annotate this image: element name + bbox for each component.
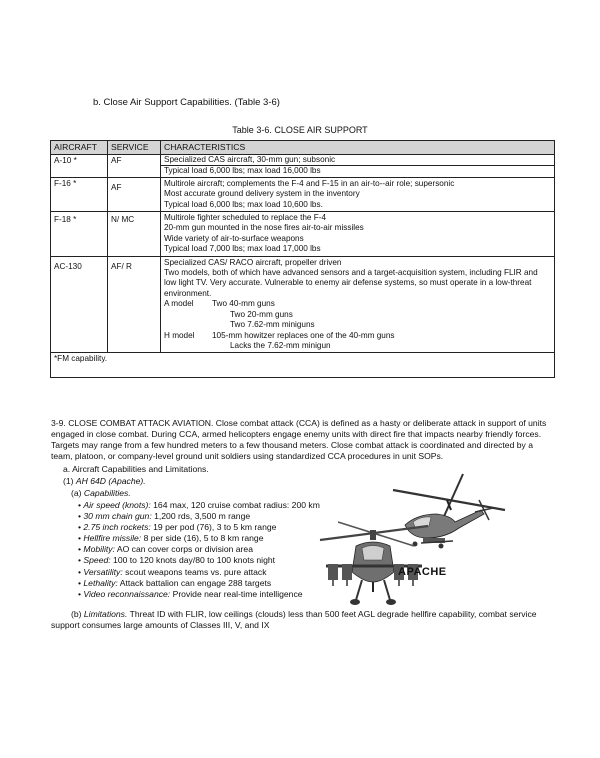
h-model-label: H model [164,330,195,340]
subheading-number: (a) [71,488,84,498]
subheading-title: Capabilities. [83,488,131,498]
bullet: • [78,522,82,533]
item-label: Mobility: [83,544,115,555]
list-item [78,589,320,600]
item-text: Provide near real-time intelligence [170,588,303,599]
bullet: • [78,555,82,566]
subheading-number: (b) [71,609,84,619]
characteristic-line: Specialized CAS aircraft, 30-mm gun; subsonic [164,155,336,164]
service-cell: N/ MC [108,212,161,257]
subheading-number: (1) [63,476,76,486]
bullet: • [78,533,82,544]
item-text: 19 per pod (76), 3 to 5 km range [150,522,277,533]
characteristics-cell [161,155,555,178]
table-title: Table 3-6. CLOSE AIR SUPPORT [232,125,368,135]
a-model-gun: Two 40-mm guns [212,299,275,309]
characteristic-line: Multirole aircraft; complements the F-4 and F-15 in an air-to--air role; supersonic [164,178,455,188]
aircraft-cell: AC-130 [51,256,108,353]
characteristic-line: Multirole fighter scheduled to replace the F-4 [164,213,327,223]
item-label: Air speed (knots): [83,500,151,510]
bullet: • [78,588,82,599]
characteristic-line: Typical load 7,000 lbs; max load 17,000 lbs [164,244,321,254]
item-label: Lethality: [83,577,118,588]
subheading-title: Limitations. [83,609,128,619]
a-model-line [164,299,551,309]
characteristic-line: Two models, both of which have advanced sensors and a target-acquisition system, including FLIR and low light TV. Very accurate. Vulnerable to enemy air defense systems, so must operate in a low-threat environment. [164,268,538,298]
h-model-gun: Lacks the 7.62-mm minigun [230,340,331,350]
item-label: Video reconnaissance: [83,588,171,599]
bullet: • [78,566,82,577]
item-label: 30 mm chain gun: [83,511,152,522]
table-row-ac130 [51,256,555,353]
service-cell: AF [108,155,161,178]
item-text: 164 max, 120 cruise combat radius: 200 km [150,500,320,510]
characteristic-line: Specialized CAS/ RACO aircraft, propeller driven [164,257,342,267]
item-text: Attack battalion can engage 288 targets [117,577,272,588]
h-model-gun: 105-mm howitzer replaces one of the 40-mm guns [212,330,395,340]
service-cell: AF/ R [108,256,161,353]
characteristic-line: Typical load 6,000 lbs; max load 10,600 lbs. [164,199,323,209]
list-item [78,522,320,533]
aircraft-cell: F-18 * [51,212,108,257]
item-text: 8 per side (16), 5 to 8 km range [141,533,264,544]
table-header-row [51,141,555,155]
characteristics-cell [161,212,555,257]
list-item [78,511,320,522]
item-text: 1,200 rds, 3,500 m range [151,511,251,522]
table-row-a10 [51,155,555,178]
characteristic-line: Most accurate ground delivery system in the inventory [164,189,360,199]
bullet: • [78,500,82,510]
aircraft-cell: F-16 * [51,177,108,211]
capabilities-list [78,500,320,600]
list-item [78,555,320,566]
list-item [78,578,320,589]
item-label: Versatility: [83,566,123,577]
h-model-line [164,331,551,341]
table-footnote-row [51,353,555,378]
header-service: SERVICE [108,141,161,155]
a-model-gun: Two 20-mm guns [230,309,293,319]
a-model-gun: Two 7.62-mm miniguns [230,320,315,330]
table-footnote: *FM capability. [51,353,555,378]
characteristic-line: Wide variety of air-to-surface weapons [164,233,304,243]
limitations-paragraph [51,609,556,631]
subheading-capabilities [71,488,131,499]
bullet: • [78,577,82,588]
item-text: AO can cover corps or division area [114,544,253,555]
characteristics-cell [161,177,555,211]
limitations-text: Threat ID with FLIR, low ceilings (clouds) less than 500 feet AGL degrade hellfire capability, combat service support consumes large amounts of Classes III, V, and IX [51,609,537,631]
subheading-ah64d [63,476,146,487]
item-text: scout weapons teams vs. pure attack [122,566,267,577]
list-item [78,567,320,578]
characteristics-cell [161,256,555,353]
table-row-f16 [51,177,555,211]
cca-paragraph: 3-9. CLOSE COMBAT ATTACK AVIATION. Close combat attack (CCA) is defined as a hasty or deliberate attack in support of units engaged in close combat. During CCA, armed helicopters engage enemy units with direct fire that impacts nearby friendly forces. Targets may range from a few hundred meters to a few thousand meters. Close combat attack is coordinated and directed by a team, platoon, or company-level ground unit soldiers using standardized CCA procedures in unit SOPs. [51,418,547,462]
list-item [78,500,320,511]
a-model-label: A model [164,299,194,309]
item-text: 100 to 120 knots day/80 to 100 knots night [110,555,276,566]
item-label: Speed: [83,555,111,566]
bullet: • [78,544,82,555]
apache-helicopter-front-illustration [318,516,430,608]
item-label: Hellfire missile: [83,533,142,544]
list-item [78,533,320,544]
header-aircraft: AIRCRAFT [51,141,108,155]
header-characteristics: CHARACTERISTICS [161,141,555,155]
section-heading: b. Close Air Support Capabilities. (Table 3-6) [93,97,280,108]
service-cell: AF [108,177,161,211]
table-row-f18 [51,212,555,257]
close-air-support-table [50,140,555,378]
list-item [78,544,320,555]
item-label: 2.75 inch rockets: [83,522,151,533]
bullet: • [78,511,82,522]
characteristic-line: Typical load 6,000 lbs; max load 16,000 lbs [161,165,554,176]
apache-label: APACHE [398,566,447,578]
aircraft-cell: A-10 * [51,155,108,178]
characteristic-line: 20-mm gun mounted in the nose fires air-to-air missiles [164,223,364,233]
subheading-capabilities-limitations: a. Aircraft Capabilities and Limitations. [63,464,209,474]
subheading-title: AH 64D (Apache). [75,476,146,486]
